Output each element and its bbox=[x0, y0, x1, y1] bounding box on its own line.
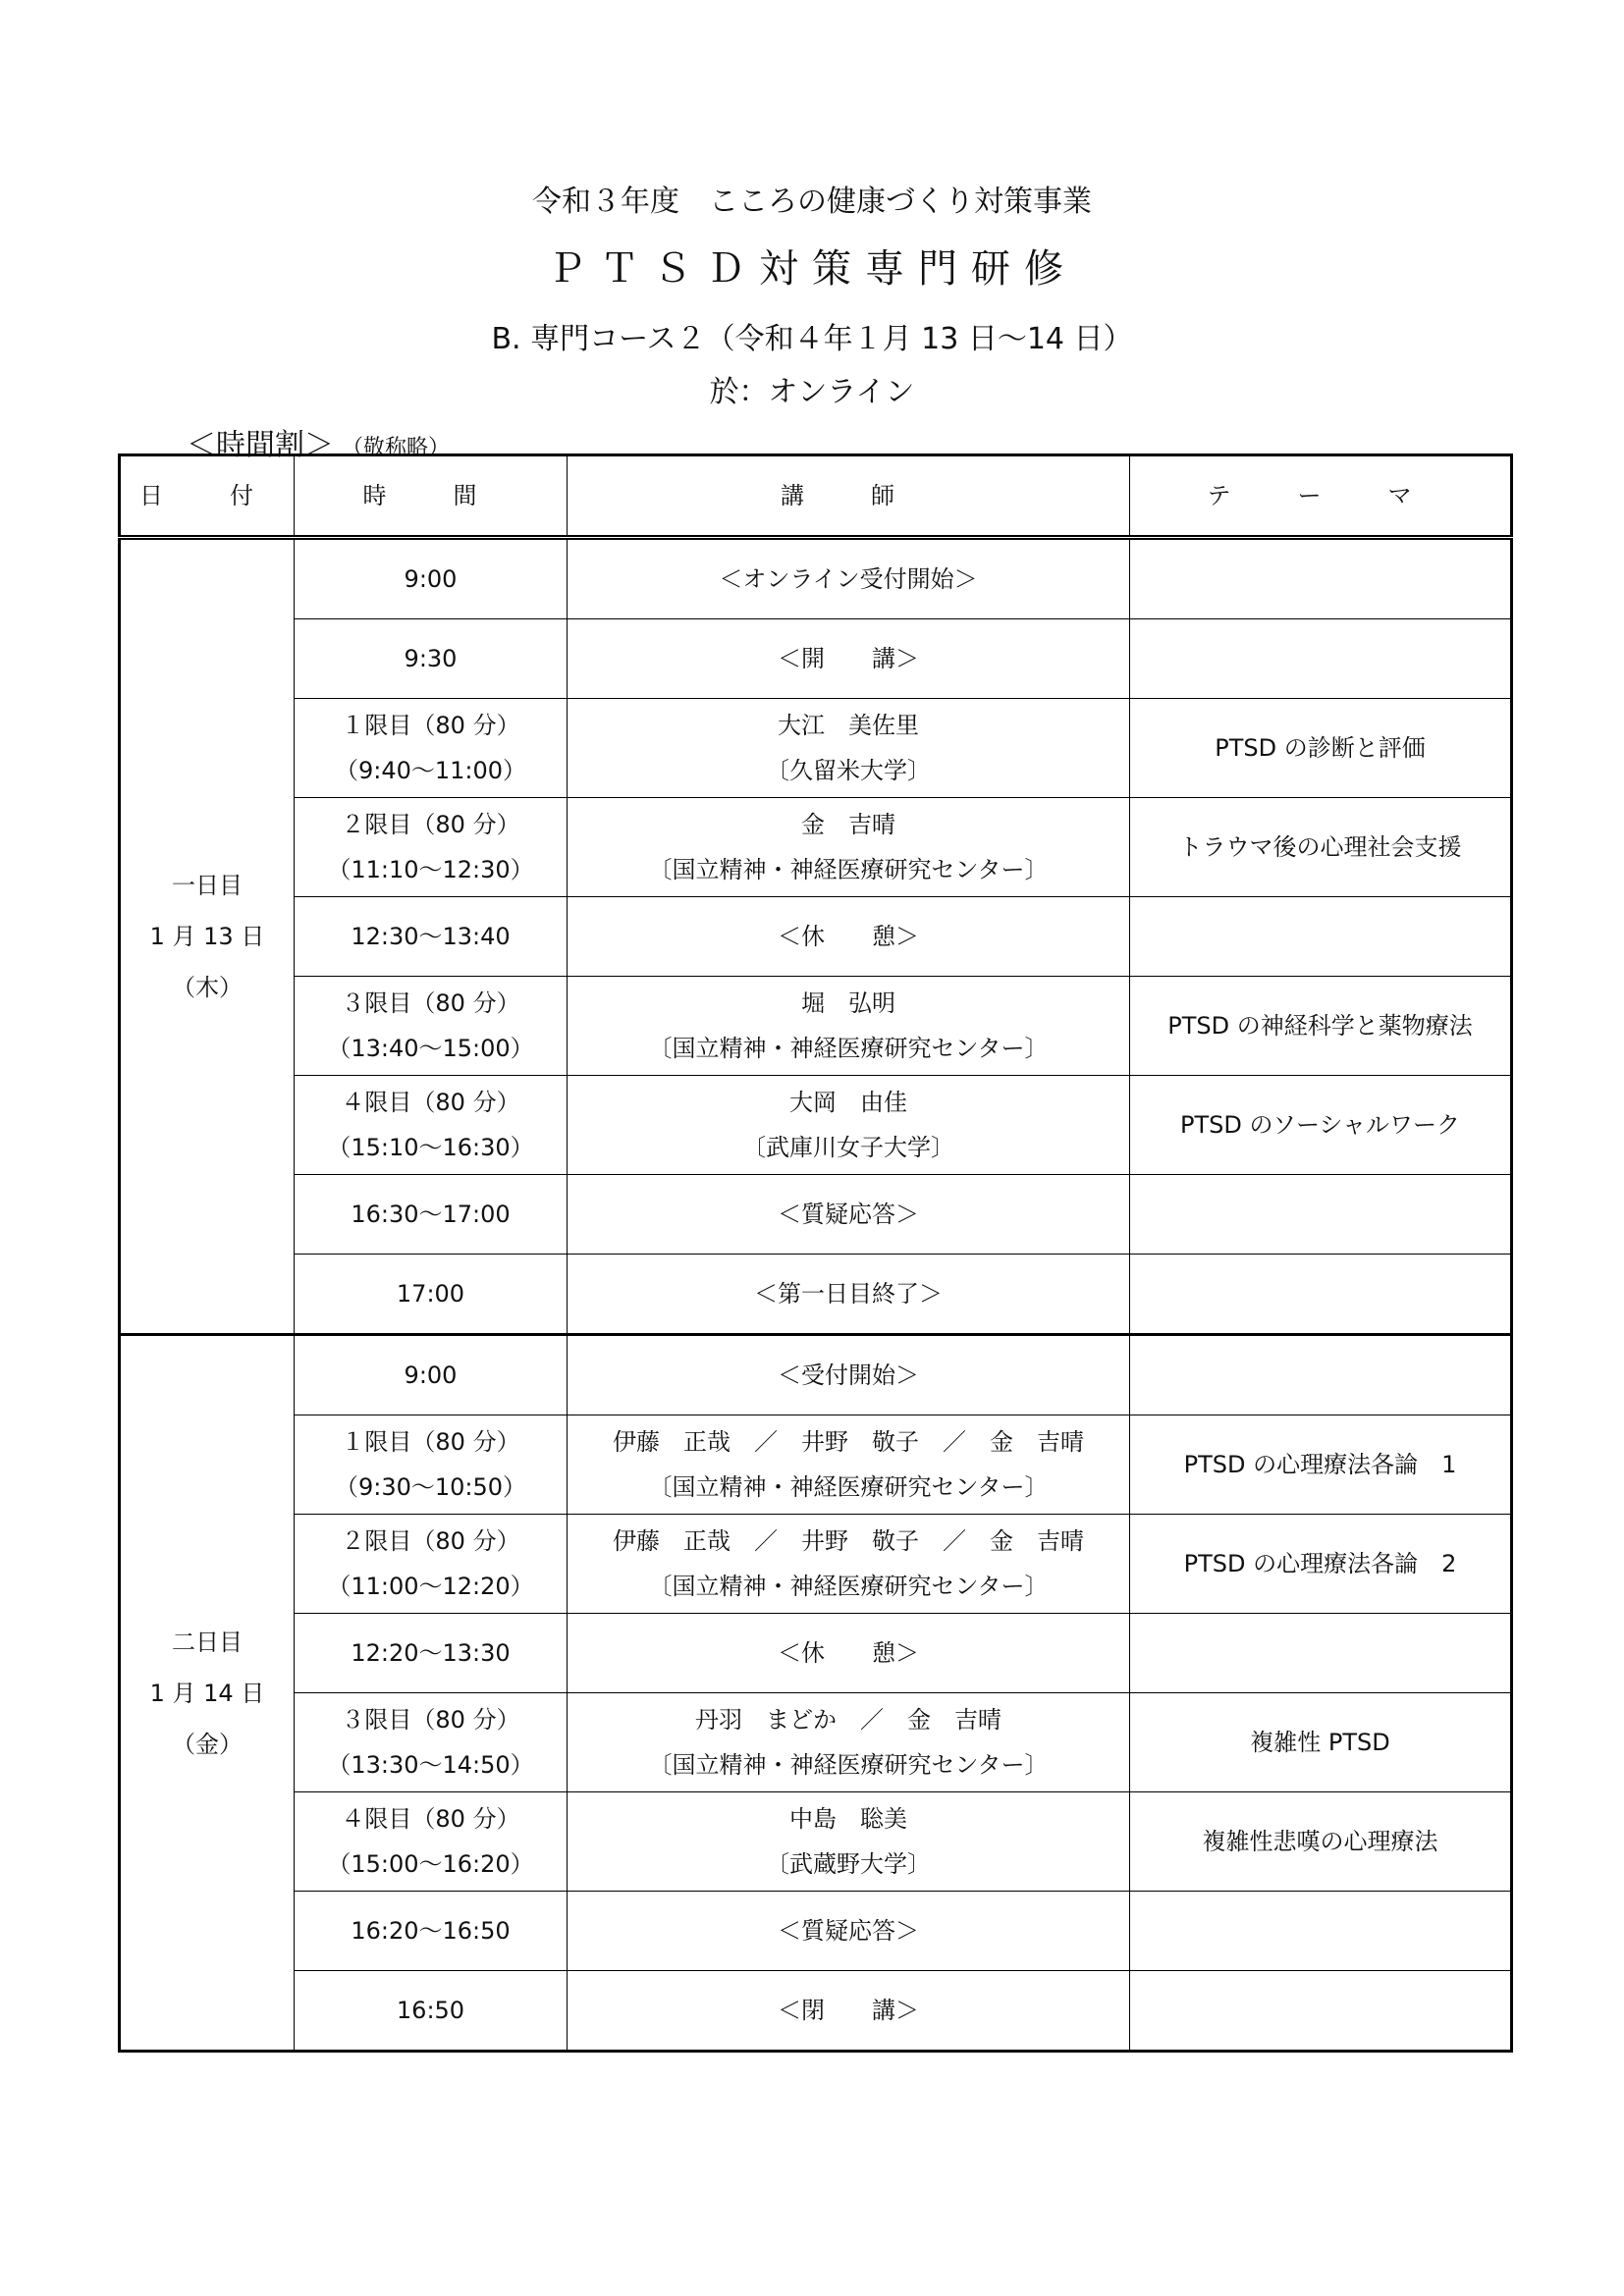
time-cell-line2: （13:30～14:50） bbox=[327, 1751, 534, 1779]
course-info: B. 専門コース２（令和４年１月 13 日～14 日） bbox=[491, 322, 1133, 356]
theme-cell bbox=[1130, 1614, 1512, 1693]
theme-cell: PTSD のソーシャルワーク bbox=[1130, 1076, 1512, 1175]
time-cell bbox=[295, 1076, 568, 1175]
time-cell-line1: ３限目（80 分） bbox=[341, 1706, 520, 1734]
lecturer-cell-line1: 大岡 由佳 bbox=[789, 1089, 907, 1116]
lecturer-cell-line2: 〔国立精神・神経医療研究センター〕 bbox=[648, 1573, 1049, 1600]
time-cell: 9:30 bbox=[295, 619, 568, 699]
table-row bbox=[120, 977, 1512, 1076]
table-row bbox=[120, 1614, 1512, 1693]
lecturer-cell-line1: 伊藤 正哉 ／ 井野 敬子 ／ 金 吉晴 bbox=[613, 1428, 1084, 1456]
lecturer-cell bbox=[568, 1415, 1130, 1515]
timetable-label: ＜時間割＞ bbox=[187, 428, 334, 462]
table-row bbox=[120, 798, 1512, 897]
lecturer-cell: ＜開 講＞ bbox=[568, 619, 1130, 699]
table-row bbox=[120, 1515, 1512, 1614]
date-cell bbox=[120, 1335, 295, 2052]
lecturer-cell bbox=[568, 798, 1130, 897]
lecturer-cell: ＜閉 講＞ bbox=[568, 1971, 1130, 2052]
document-title: ＰＴＳＤ対策専門研修 bbox=[547, 246, 1077, 292]
table-row bbox=[120, 1255, 1512, 1335]
time-cell: 17:00 bbox=[295, 1255, 568, 1335]
time-cell-line2: （15:10～16:30） bbox=[327, 1134, 534, 1161]
table-row bbox=[120, 619, 1512, 699]
table-row bbox=[120, 1335, 1512, 1415]
lecturer-cell: ＜休 憩＞ bbox=[568, 897, 1130, 977]
lecturer-cell bbox=[568, 1693, 1130, 1792]
theme-cell: PTSD の心理療法各論 1 bbox=[1130, 1415, 1512, 1515]
lecturer-cell: ＜受付開始＞ bbox=[568, 1335, 1130, 1415]
lecturer-cell-line1: 堀 弘明 bbox=[801, 989, 895, 1017]
lecturer-cell-line2: 〔国立精神・神経医療研究センター〕 bbox=[648, 856, 1049, 883]
lecturer-cell-line1: 金 吉晴 bbox=[801, 811, 895, 838]
day-weekday: （金） bbox=[172, 1730, 243, 1758]
theme-cell: 複雑性悲嘆の心理療法 bbox=[1130, 1792, 1512, 1892]
lecturer-cell-line2: 〔武庫川女子大学〕 bbox=[742, 1134, 954, 1161]
time-cell bbox=[295, 1792, 568, 1892]
day-date: 1 月 14 日 bbox=[149, 1679, 265, 1707]
day-label: 二日目 bbox=[172, 1628, 243, 1656]
time-cell-line2: （11:00～12:20） bbox=[327, 1573, 534, 1600]
lecturer-cell bbox=[568, 1076, 1130, 1175]
lecturer-cell: ＜質疑応答＞ bbox=[568, 1892, 1130, 1971]
program-name: 令和３年度 こころの健康づくり対策事業 bbox=[532, 185, 1092, 219]
time-cell-line2: （15:00～16:20） bbox=[327, 1850, 534, 1878]
time-cell bbox=[295, 699, 568, 798]
column-header-lecturer: 講 師 bbox=[568, 455, 1130, 538]
time-cell-line1: ２限目（80 分） bbox=[341, 1527, 520, 1555]
time-cell bbox=[295, 1515, 568, 1614]
time-cell: 16:50 bbox=[295, 1971, 568, 2052]
lecturer-cell-line2: 〔国立精神・神経医療研究センター〕 bbox=[648, 1035, 1049, 1062]
table-row bbox=[120, 699, 1512, 798]
day-date: 1 月 13 日 bbox=[149, 923, 265, 950]
table-row bbox=[120, 1892, 1512, 1971]
lecturer-cell-line1: 中島 聡美 bbox=[789, 1805, 907, 1833]
column-header-theme: テ ー マ bbox=[1130, 455, 1512, 538]
time-cell bbox=[295, 977, 568, 1076]
time-cell-line1: ４限目（80 分） bbox=[341, 1089, 520, 1116]
table-row bbox=[120, 1175, 1512, 1255]
day-label: 一日目 bbox=[172, 872, 243, 899]
lecturer-cell bbox=[568, 1515, 1130, 1614]
lecturer-cell-line1: 伊藤 正哉 ／ 井野 敬子 ／ 金 吉晴 bbox=[613, 1527, 1084, 1555]
date-cell bbox=[120, 538, 295, 1335]
theme-cell bbox=[1130, 1175, 1512, 1255]
lecturer-cell-line1: 大江 美佐里 bbox=[778, 712, 919, 739]
schedule-table bbox=[118, 454, 1513, 2053]
column-header-date: 日 付 bbox=[120, 455, 295, 538]
time-cell-line2: （9:40～11:00） bbox=[334, 757, 527, 784]
time-cell: 16:20～16:50 bbox=[295, 1892, 568, 1971]
lecturer-cell-line2: 〔国立精神・神経医療研究センター〕 bbox=[648, 1751, 1049, 1779]
time-cell-line2: （13:40～15:00） bbox=[327, 1035, 534, 1062]
theme-cell: トラウマ後の心理社会支援 bbox=[1130, 798, 1512, 897]
lecturer-cell-line2: 〔国立精神・神経医療研究センター〕 bbox=[648, 1473, 1049, 1501]
time-cell bbox=[295, 798, 568, 897]
time-cell bbox=[295, 1693, 568, 1792]
time-cell-line1: ４限目（80 分） bbox=[341, 1805, 520, 1833]
lecturer-cell: ＜休 憩＞ bbox=[568, 1614, 1130, 1693]
time-cell: 9:00 bbox=[295, 538, 568, 619]
theme-cell bbox=[1130, 1892, 1512, 1971]
lecturer-cell bbox=[568, 1792, 1130, 1892]
theme-cell bbox=[1130, 538, 1512, 619]
table-row bbox=[120, 1971, 1512, 2052]
header-row bbox=[120, 455, 1512, 538]
theme-cell bbox=[1130, 619, 1512, 699]
theme-cell: PTSD の神経科学と薬物療法 bbox=[1130, 977, 1512, 1076]
theme-cell: 複雑性 PTSD bbox=[1130, 1693, 1512, 1792]
table-row bbox=[120, 1792, 1512, 1892]
time-cell-line1: ２限目（80 分） bbox=[341, 811, 520, 838]
table-row bbox=[120, 1693, 1512, 1792]
lecturer-cell-line2: 〔武蔵野大学〕 bbox=[766, 1850, 931, 1878]
time-cell-line2: （9:30～10:50） bbox=[334, 1473, 527, 1501]
lecturer-cell-line2: 〔久留米大学〕 bbox=[766, 757, 931, 784]
table-row bbox=[120, 538, 1512, 619]
table-row bbox=[120, 1415, 1512, 1515]
lecturer-cell-line1: 丹羽 まどか ／ 金 吉晴 bbox=[695, 1706, 1001, 1734]
day-weekday: （木） bbox=[172, 974, 243, 1001]
honorific-note: （敬称略） bbox=[342, 436, 451, 460]
theme-cell bbox=[1130, 1255, 1512, 1335]
lecturer-cell: ＜オンライン受付開始＞ bbox=[568, 538, 1130, 619]
time-cell: 16:30～17:00 bbox=[295, 1175, 568, 1255]
time-cell bbox=[295, 1415, 568, 1515]
table-row bbox=[120, 897, 1512, 977]
time-cell-line1: １限目（80 分） bbox=[341, 712, 520, 739]
lecturer-cell: ＜第一日目終了＞ bbox=[568, 1255, 1130, 1335]
theme-cell: PTSD の心理療法各論 2 bbox=[1130, 1515, 1512, 1614]
time-cell-line1: １限目（80 分） bbox=[341, 1428, 520, 1456]
theme-cell bbox=[1130, 897, 1512, 977]
lecturer-cell bbox=[568, 699, 1130, 798]
column-header-time: 時 間 bbox=[295, 455, 568, 538]
time-cell: 12:30～13:40 bbox=[295, 897, 568, 977]
lecturer-cell bbox=[568, 977, 1130, 1076]
theme-cell bbox=[1130, 1335, 1512, 1415]
table-row bbox=[120, 1076, 1512, 1175]
time-cell: 12:20～13:30 bbox=[295, 1614, 568, 1693]
lecturer-cell: ＜質疑応答＞ bbox=[568, 1175, 1130, 1255]
time-cell: 9:00 bbox=[295, 1335, 568, 1415]
theme-cell: PTSD の診断と評価 bbox=[1130, 699, 1512, 798]
venue: 於：オンライン bbox=[709, 375, 915, 409]
theme-cell bbox=[1130, 1971, 1512, 2052]
time-cell-line1: ３限目（80 分） bbox=[341, 989, 520, 1017]
time-cell-line2: （11:10～12:30） bbox=[327, 856, 534, 883]
